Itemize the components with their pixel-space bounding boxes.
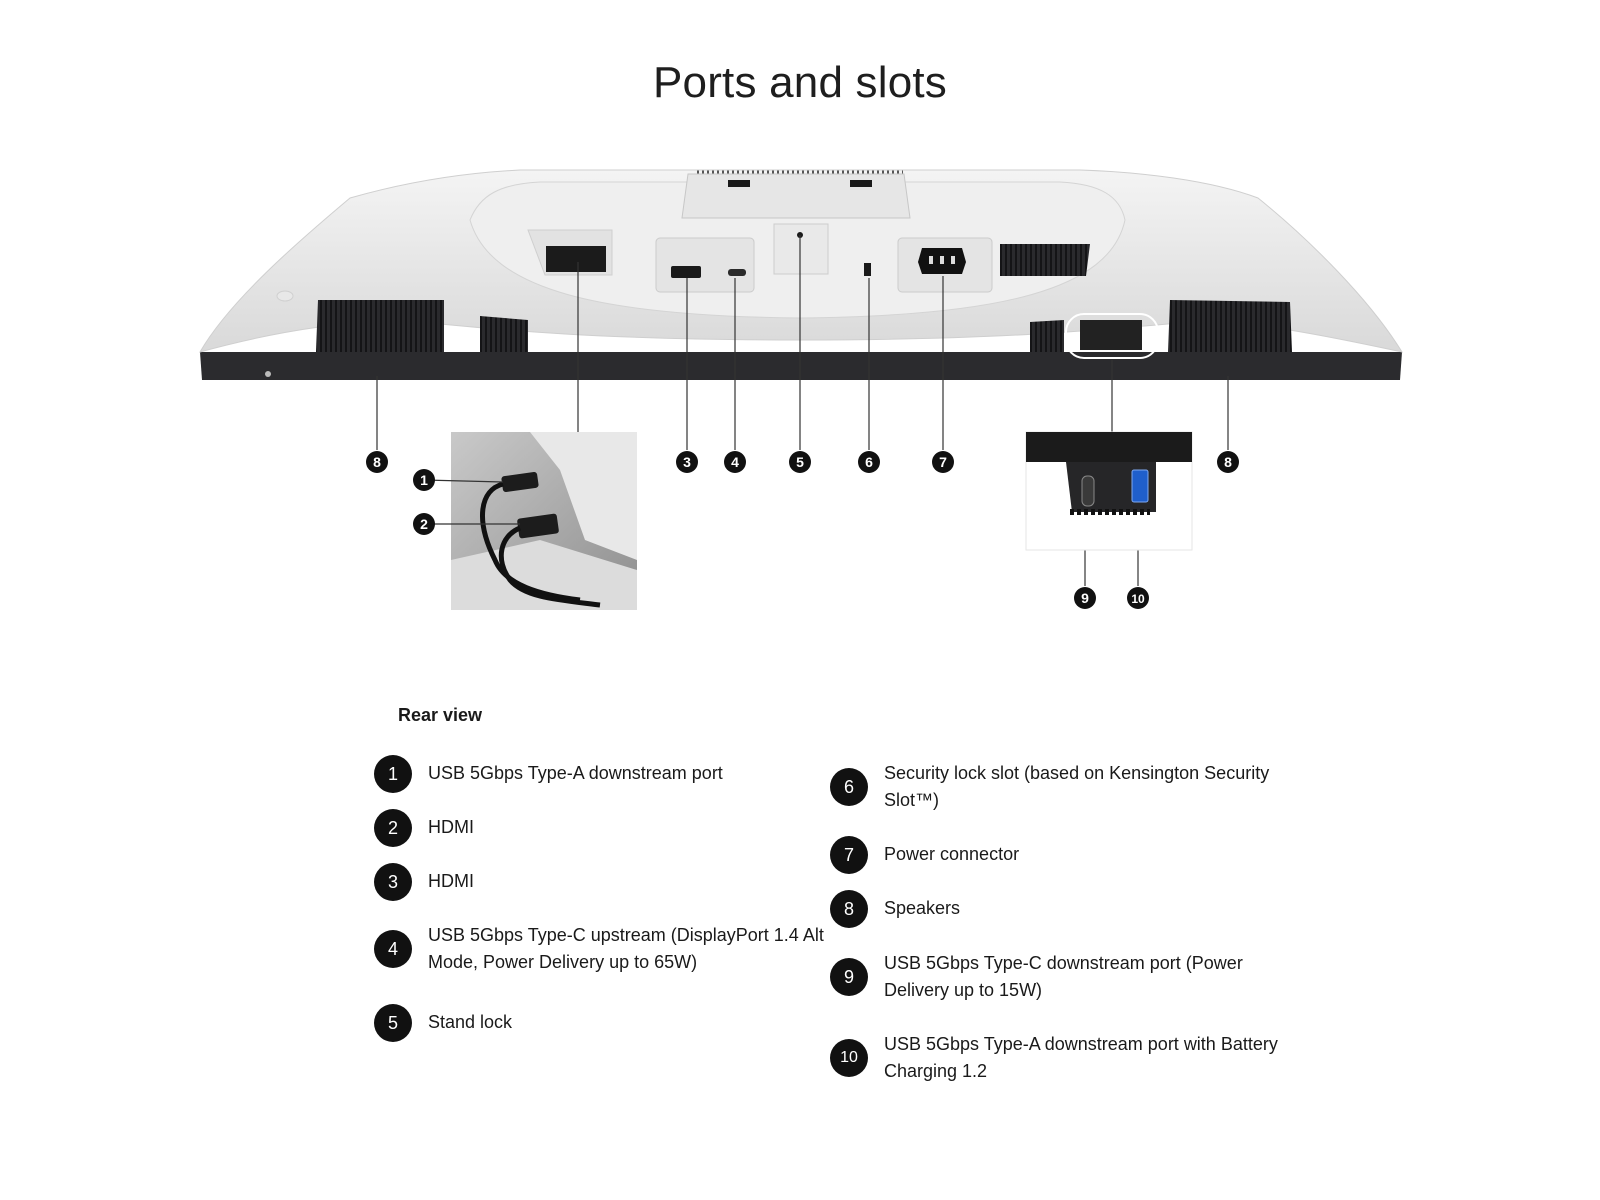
legend-badge-10: 10	[830, 1039, 868, 1077]
legend-text-6: Security lock slot (based on Kensington Security Slot™)	[884, 763, 1270, 810]
legend-badge-2: 2	[374, 809, 412, 847]
callout-5	[789, 451, 811, 473]
legend-text-4: USB 5Gbps Type-C upstream (DisplayPort 1.4 Alt Mode, Power Delivery up to 65W)	[428, 925, 824, 972]
legend-item-7	[830, 836, 1290, 874]
legend-badge-3: 3	[374, 863, 412, 901]
callout-3	[676, 451, 698, 473]
cable-inset-photo	[424, 432, 637, 610]
svg-text:9: 9	[1081, 590, 1089, 606]
page-title: Ports and slots	[652, 58, 948, 107]
legend-text-7: Power connector	[884, 844, 1020, 864]
legend-badge-6: 6	[830, 768, 868, 806]
legend-badge-4: 4	[374, 930, 412, 968]
svg-text:6: 6	[865, 454, 873, 470]
monitor-body	[200, 170, 1402, 380]
legend-item-9	[830, 950, 1290, 1004]
legend-badge-7: 7	[830, 836, 868, 874]
callout-1	[413, 469, 435, 491]
legend-item-1	[374, 755, 814, 793]
legend-item-4	[374, 922, 830, 976]
svg-text:8: 8	[1224, 454, 1232, 470]
legend-item-8	[830, 890, 1290, 928]
legend-text-2: HDMI	[428, 817, 474, 837]
callout-10	[1127, 587, 1149, 609]
legend-item-10	[830, 1031, 1290, 1085]
legend-item-6	[830, 760, 1290, 814]
callout-7	[932, 451, 954, 473]
svg-text:8: 8	[373, 454, 381, 470]
svg-text:10: 10	[1131, 592, 1145, 606]
legend-text-9: USB 5Gbps Type-C downstream port (Power Delivery up to 15W)	[884, 953, 1243, 1000]
legend-text-10: USB 5Gbps Type-A downstream port with Battery Charging 1.2	[884, 1034, 1278, 1081]
callout-8-right	[1217, 451, 1239, 473]
legend-item-2	[374, 809, 814, 847]
callout-4	[724, 451, 746, 473]
svg-text:2: 2	[420, 516, 428, 532]
callout-2	[413, 513, 435, 535]
callout-9	[1074, 587, 1096, 609]
svg-text:1: 1	[420, 472, 428, 488]
legend-text-8: Speakers	[884, 898, 961, 918]
legend-badge-5: 5	[374, 1004, 412, 1042]
svg-text:7: 7	[939, 454, 947, 470]
legend-item-5	[374, 1004, 814, 1042]
callout-6	[858, 451, 880, 473]
legend-text-5: Stand lock	[428, 1012, 513, 1032]
svg-text:3: 3	[683, 454, 691, 470]
callout-8-left	[366, 451, 388, 473]
legend-badge-8: 8	[830, 890, 868, 928]
svg-text:5: 5	[796, 454, 804, 470]
legend-text-1: USB 5Gbps Type-A downstream port	[428, 763, 723, 783]
bottom-port-inset	[1026, 432, 1192, 550]
legend-item-3	[374, 863, 814, 901]
legend-text-3: HDMI	[428, 871, 474, 891]
legend-badge-9: 9	[830, 958, 868, 996]
svg-text:4: 4	[731, 454, 739, 470]
legend-badge-1: 1	[374, 755, 412, 793]
legend-heading: Rear view	[398, 705, 483, 725]
